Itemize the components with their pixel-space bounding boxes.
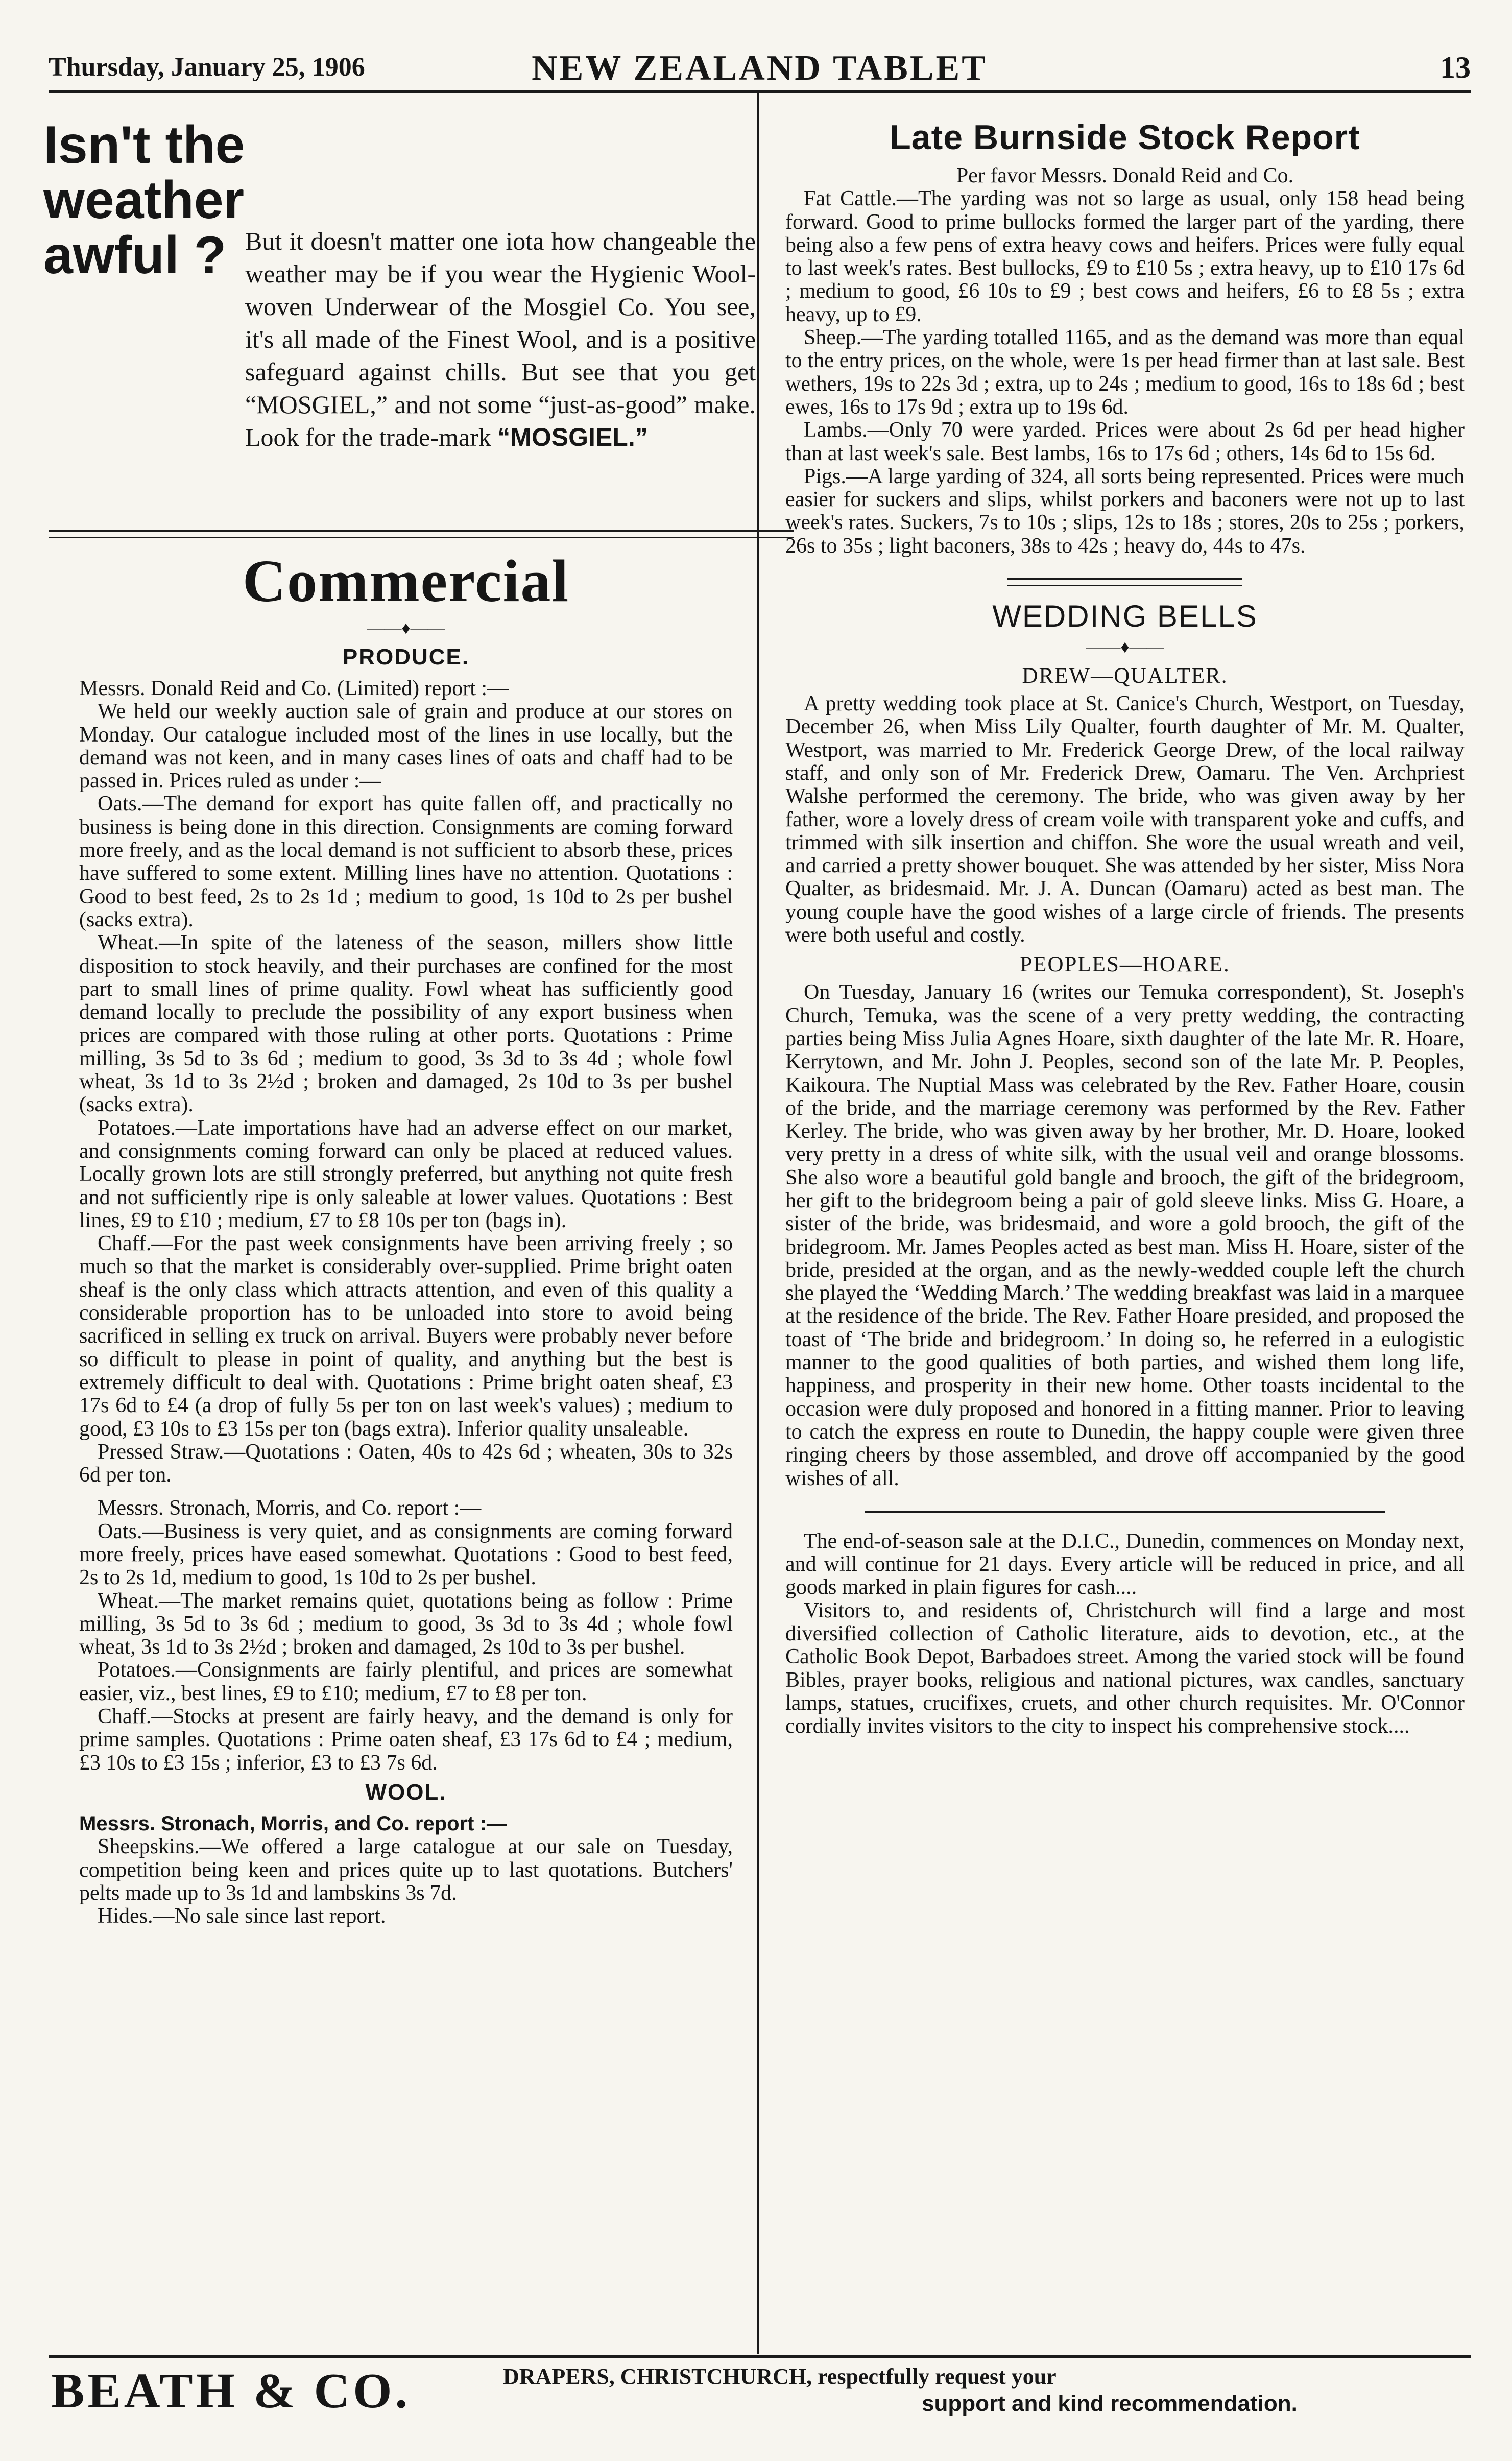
- reid-straw: Pressed Straw.—Quotations : Oaten, 40s to 42s 6d ; wheaten, 30s to 32s 6d per ton.: [79, 1440, 733, 1487]
- reid-oats: Oats.—The demand for export has quite fallen off, and practically no business is being done in this direction. Consignments are coming forward more freely, and as the local demand is not sufficient to absorb these, prices have suffered to some extent. Milling lines have no attention. Quotations : Good to best feed, 2s to 2s 1d ; medium to good, 1s 10d to 2s per bushel (sacks extra).: [79, 792, 733, 931]
- footer-line-1: DRAPERS, CHRISTCHURCH, respectfully request your: [503, 2364, 1057, 2389]
- masthead-title: NEW ZEALAND TABLET: [532, 49, 988, 88]
- wool-intro: Messrs. Stronach, Morris, and Co. report :—: [79, 1812, 507, 1835]
- reid-chaff: Chaff.—For the past week consignments have been arriving freely ; so much so that the market is considerably over-supplied. Prime bright oaten sheaf is the only class which attracts attention, and even of this quality a considerable proportion has to be unloaded into store to avoid being sacrificed in selling ex truck on arrival. Buyers were probably never before so difficult to please in point of quality, and anything but the best is extremely difficult to deal with. Quotations : Prime bright oaten sheaf, £3 17s 6d to £4 (a drop of fully 5s per ton on last week's values) ; medium to good, £3 10s to £3 15s per ton (bags extra). Inferior quality unsaleable.: [79, 1232, 733, 1441]
- stronach-chaff: Chaff.—Stocks at present are fairly heavy, and the demand is only for prime samples. Quotations : Prime oaten sheaf, £3 17s 6d to £4 ; medium, £3 10s to £3 15s ; inferior, £3 to £3 7s 6d.: [79, 1705, 733, 1775]
- stronach-potatoes: Potatoes.—Consignments are fairly plentiful, and prices are somewhat easier, viz., best lines, £9 to £10; medium, £7 to £8 per ton.: [79, 1658, 733, 1705]
- reid-potatoes: Potatoes.—Late importations have had an adverse effect on our market, and consignments coming forward can only be placed at reduced values. Locally grown lots are still strongly preferred, but anything not quite fresh and not sufficiently ripe is only saleable at lower values. Quotations : Best lines, £9 to £10 ; medium, £7 to £8 10s per ton (bags in).: [79, 1116, 733, 1232]
- wool-hides: Hides.—No sale since last report.: [98, 1904, 386, 1928]
- commercial-title: Commercial: [242, 547, 570, 614]
- stock-lambs: Lambs.—Only 70 were yarded. Prices were about 2s 6d per head higher than at last week's sale. Best lambs, 16s to 17s 6d ; others, 14s 6d to 15s 6d.: [785, 418, 1465, 465]
- issue-date: Thursday, January 25, 1906: [49, 53, 365, 82]
- stock-report-byline: Per favor Messrs. Donald Reid and Co.: [956, 164, 1294, 187]
- stock-report-title: Late Burnside Stock Report: [890, 118, 1360, 157]
- footer-advert: [49, 2360, 1471, 2437]
- wedding-1-text: A pretty wedding took place at St. Canice's Church, Westport, on Tuesday, December 26, when Miss Lily Qualter, fourth daughter of Mr. M. Qualter, Westport, was married to Mr. Frederick George Drew, of the local railway staff, and only son of Mr. Frederick Drew, Oamaru. The Ven. Archpriest Walshe performed the ceremony. The bride, who was given away by her father, wore a lovely dress of cream voile with transparent yoke and cuffs, and trimmed with silk insertion and chiffon. She wore the usual wreath and veil, and carried a pretty shower bouquet. She was attended by her sister, Miss Nora Qualter, as bridesmaid. Mr. J. A. Duncan (Oamaru) acted as best man. The young couple have the good wishes of a large circle of friends. The presents were both useful and costly.: [785, 692, 1465, 947]
- reid-intro: Messrs. Donald Reid and Co. (Limited) report :—: [79, 677, 509, 700]
- mosgiel-advert: [43, 115, 756, 536]
- wedding-divider: ——♦——: [1086, 638, 1164, 657]
- advert-body: [245, 225, 756, 453]
- column-rule: [757, 93, 759, 2354]
- stock-sheep: Sheep.—The yarding totalled 1165, and as the demand was more than equal to the entry prices, on the whole, were 1s per head firmer than at last sale. Best wethers, 19s to 22s 3d ; extra, up to 24s ; medium to good, 16s to 18s 6d ; best ewes, 16s to 17s 9d ; extra up to 19s 6d.: [785, 326, 1465, 419]
- page-number: 13: [1440, 51, 1471, 84]
- stronach-wheat: Wheat.—The market remains quiet, quotations being as follow : Prime milling, 3s 5d to 3s 6d ; medium to good, 3s 3d to 3s 4d ; whole fowl wheat, 3s 1d to 3s 2½d ; broken and damaged, 2s 10d to 3s per bushel.: [79, 1589, 733, 1659]
- header-rule: [49, 90, 1471, 93]
- advert-trademark: “MOSGIEL.”: [497, 423, 648, 451]
- left-column: [43, 115, 756, 1928]
- produce-heading: PRODUCE.: [342, 644, 470, 670]
- dic-notice: The end-of-season sale at the D.I.C., Dunedin, commences on Monday next, and will continue for 21 days. Every article will be reduced in price, and all goods marked in plain figures for cash....: [785, 1529, 1465, 1599]
- wedding-2-heading: PEOPLES—HOARE.: [1020, 952, 1230, 977]
- wedding-1-heading: DREW—QUALTER.: [1022, 664, 1228, 688]
- advert-rule: [49, 530, 794, 538]
- page-header: [49, 47, 1471, 87]
- stock-pigs: Pigs.—A large yarding of 324, all sorts being represented. Prices were much easier for suckers and slips, whilst porkers and baconers were not up to last week's rates. Suckers, 7s to 10s ; slips, 12s to 18s ; stores, 20s to 25s ; porkers, 26s to 35s ; light baconers, 38s to 42s ; heavy do, 44s to 47s.: [785, 464, 1465, 558]
- book-depot-notice: Visitors to, and residents of, Christchurch will find a large and most diversified collection of Catholic literature, aids to devotion, etc., at the Catholic Book Depot, Barbadoes street. Among the varied stock will be found Bibles, prayer books, religious and national pictures, wax candles, sanctuary lamps, statues, crucifixes, cruets, and other church requisites. Mr. O'Connor cordially invites visitors to the city to inspect his comprehensive stock....: [785, 1598, 1465, 1738]
- notices-rule: [865, 1511, 1385, 1513]
- footer-line-2: support and kind recommendation.: [922, 2391, 1298, 2416]
- footer-rule: [49, 2355, 1471, 2358]
- reid-paragraph: We held our weekly auction sale of grain and produce at our stores on Monday. Our catalogue included most of the lines in use locally, but the demand was not keen, and in many cases lines of oats and chaff had to be passed in. Prices ruled as under :—: [79, 700, 733, 793]
- section-rule: [1007, 578, 1242, 586]
- spacer: [79, 1487, 733, 1497]
- wool-sheepskins: Sheepskins.—We offered a large catalogue at our sale on Tuesday, competition being keen and prices quite up to last quotations. Butchers' pelts made up to 3s 1d and lambskins 3s 7d.: [79, 1835, 733, 1905]
- stock-fat-cattle: Fat Cattle.—The yarding was not so large as usual, only 158 head being forward. Good to prime bullocks formed the larger part of the yarding, there being also a few pens of extra heavy cows and heifers. Prices were fully equal to last week's rates. Best bullocks, £9 to £10 5s ; extra heavy, up to £10 17s 6d ; medium to good, £6 10s to £9 ; best cows and heifers, £6 to £8 5s ; extra heavy, up to £9.: [785, 187, 1465, 326]
- stronach-intro: Messrs. Stronach, Morris, and Co. report :—: [98, 1496, 482, 1520]
- stronach-oats: Oats.—Business is very quiet, and as consignments are coming forward more freely, prices have eased somewhat. Quotations : Good to best feed, 2s to 2s 1d, medium to good, 1s 10d to 2s per bushel.: [79, 1519, 733, 1590]
- footer-company: BEATH & CO.: [51, 2363, 411, 2419]
- reid-wheat: Wheat.—In spite of the lateness of the season, millers show little disposition to stock heavily, and their purchases are confined for the most part to small lines of prime quality. Fowl wheat has sufficiently good demand locally to preclude the possibility of any export business when prices are compared with those ruling at other ports. Quotations : Prime milling, 3s 5d to 3s 6d ; medium to good, 3s 3d to 3s 4d ; whole fowl wheat, 3s 1d to 3s 2½d ; broken and damaged, 2s 10d to 3s per bushel (sacks extra).: [79, 931, 733, 1117]
- advert-text: But it doesn't matter one iota how changeable the weather may be if you wear the Hygienic Wool-woven Underwear of the Mosgiel Co. You see, it's all made of the Finest Wool, and is a positive safeguard against chills. But see that you get “MOSGIEL,” and not some “just-as-good” make. Look for the trade-mark: [245, 227, 756, 451]
- commercial-divider: ——♦——: [367, 619, 445, 638]
- wedding-2-text: On Tuesday, January 16 (writes our Temuka correspondent), St. Joseph's Church, Temuka, was the scene of a very pretty wedding, the contracting parties being Miss Julia Agnes Hoare, sixth daughter of the late Mr. R. Hoare, Kerrytown, and Mr. John J. Peoples, second son of the late Mr. P. Peoples, Kaikoura. The Nuptial Mass was celebrated by the Rev. Father Hoare, cousin of the bride, and the marriage ceremony was performed by the Rev. Father Kerley. The bride, who was given away by her brother, Mr. D. Hoare, looked very pretty in a dress of white silk, with the usual veil and orange blossoms. She also wore a beautiful gold bangle and brooch, the gift of the bridegroom, her gift to the bridegroom being a pair of gold sleeve links. Miss G. Hoare, a sister of the bride, was bridesmaid, and wore a gold brooch, the gift of the bridegroom. Mr. James Peoples acted as best man. Miss H. Hoare, sister of the bride, presided at the organ, and as the newly-wedded couple left the church she played the ‘Wedding March.’ The wedding breakfast was laid in a marquee at the residence of the bride. The Rev. Father Hoare presided, and proposed the toast of ‘The bride and bridegroom.’ In doing so, he referred in a eulogistic manner to the good qualities of both parties, and wished them long life, happiness, and prosperity in their new home. Other toasts incidental to the occasion were duly proposed and honored in a fitting manner. Prior to leaving to catch the express en route to Dunedin, the happy couple were given three ringing cheers by those assembled, and drove off accompanied by the good wishes of all.: [785, 981, 1465, 1490]
- wedding-bells-title: WEDDING BELLS: [992, 599, 1258, 634]
- wool-heading: WOOL.: [365, 1779, 447, 1805]
- right-column: [785, 117, 1465, 1738]
- advert-headline: Isn't the weather awful ?: [43, 115, 245, 285]
